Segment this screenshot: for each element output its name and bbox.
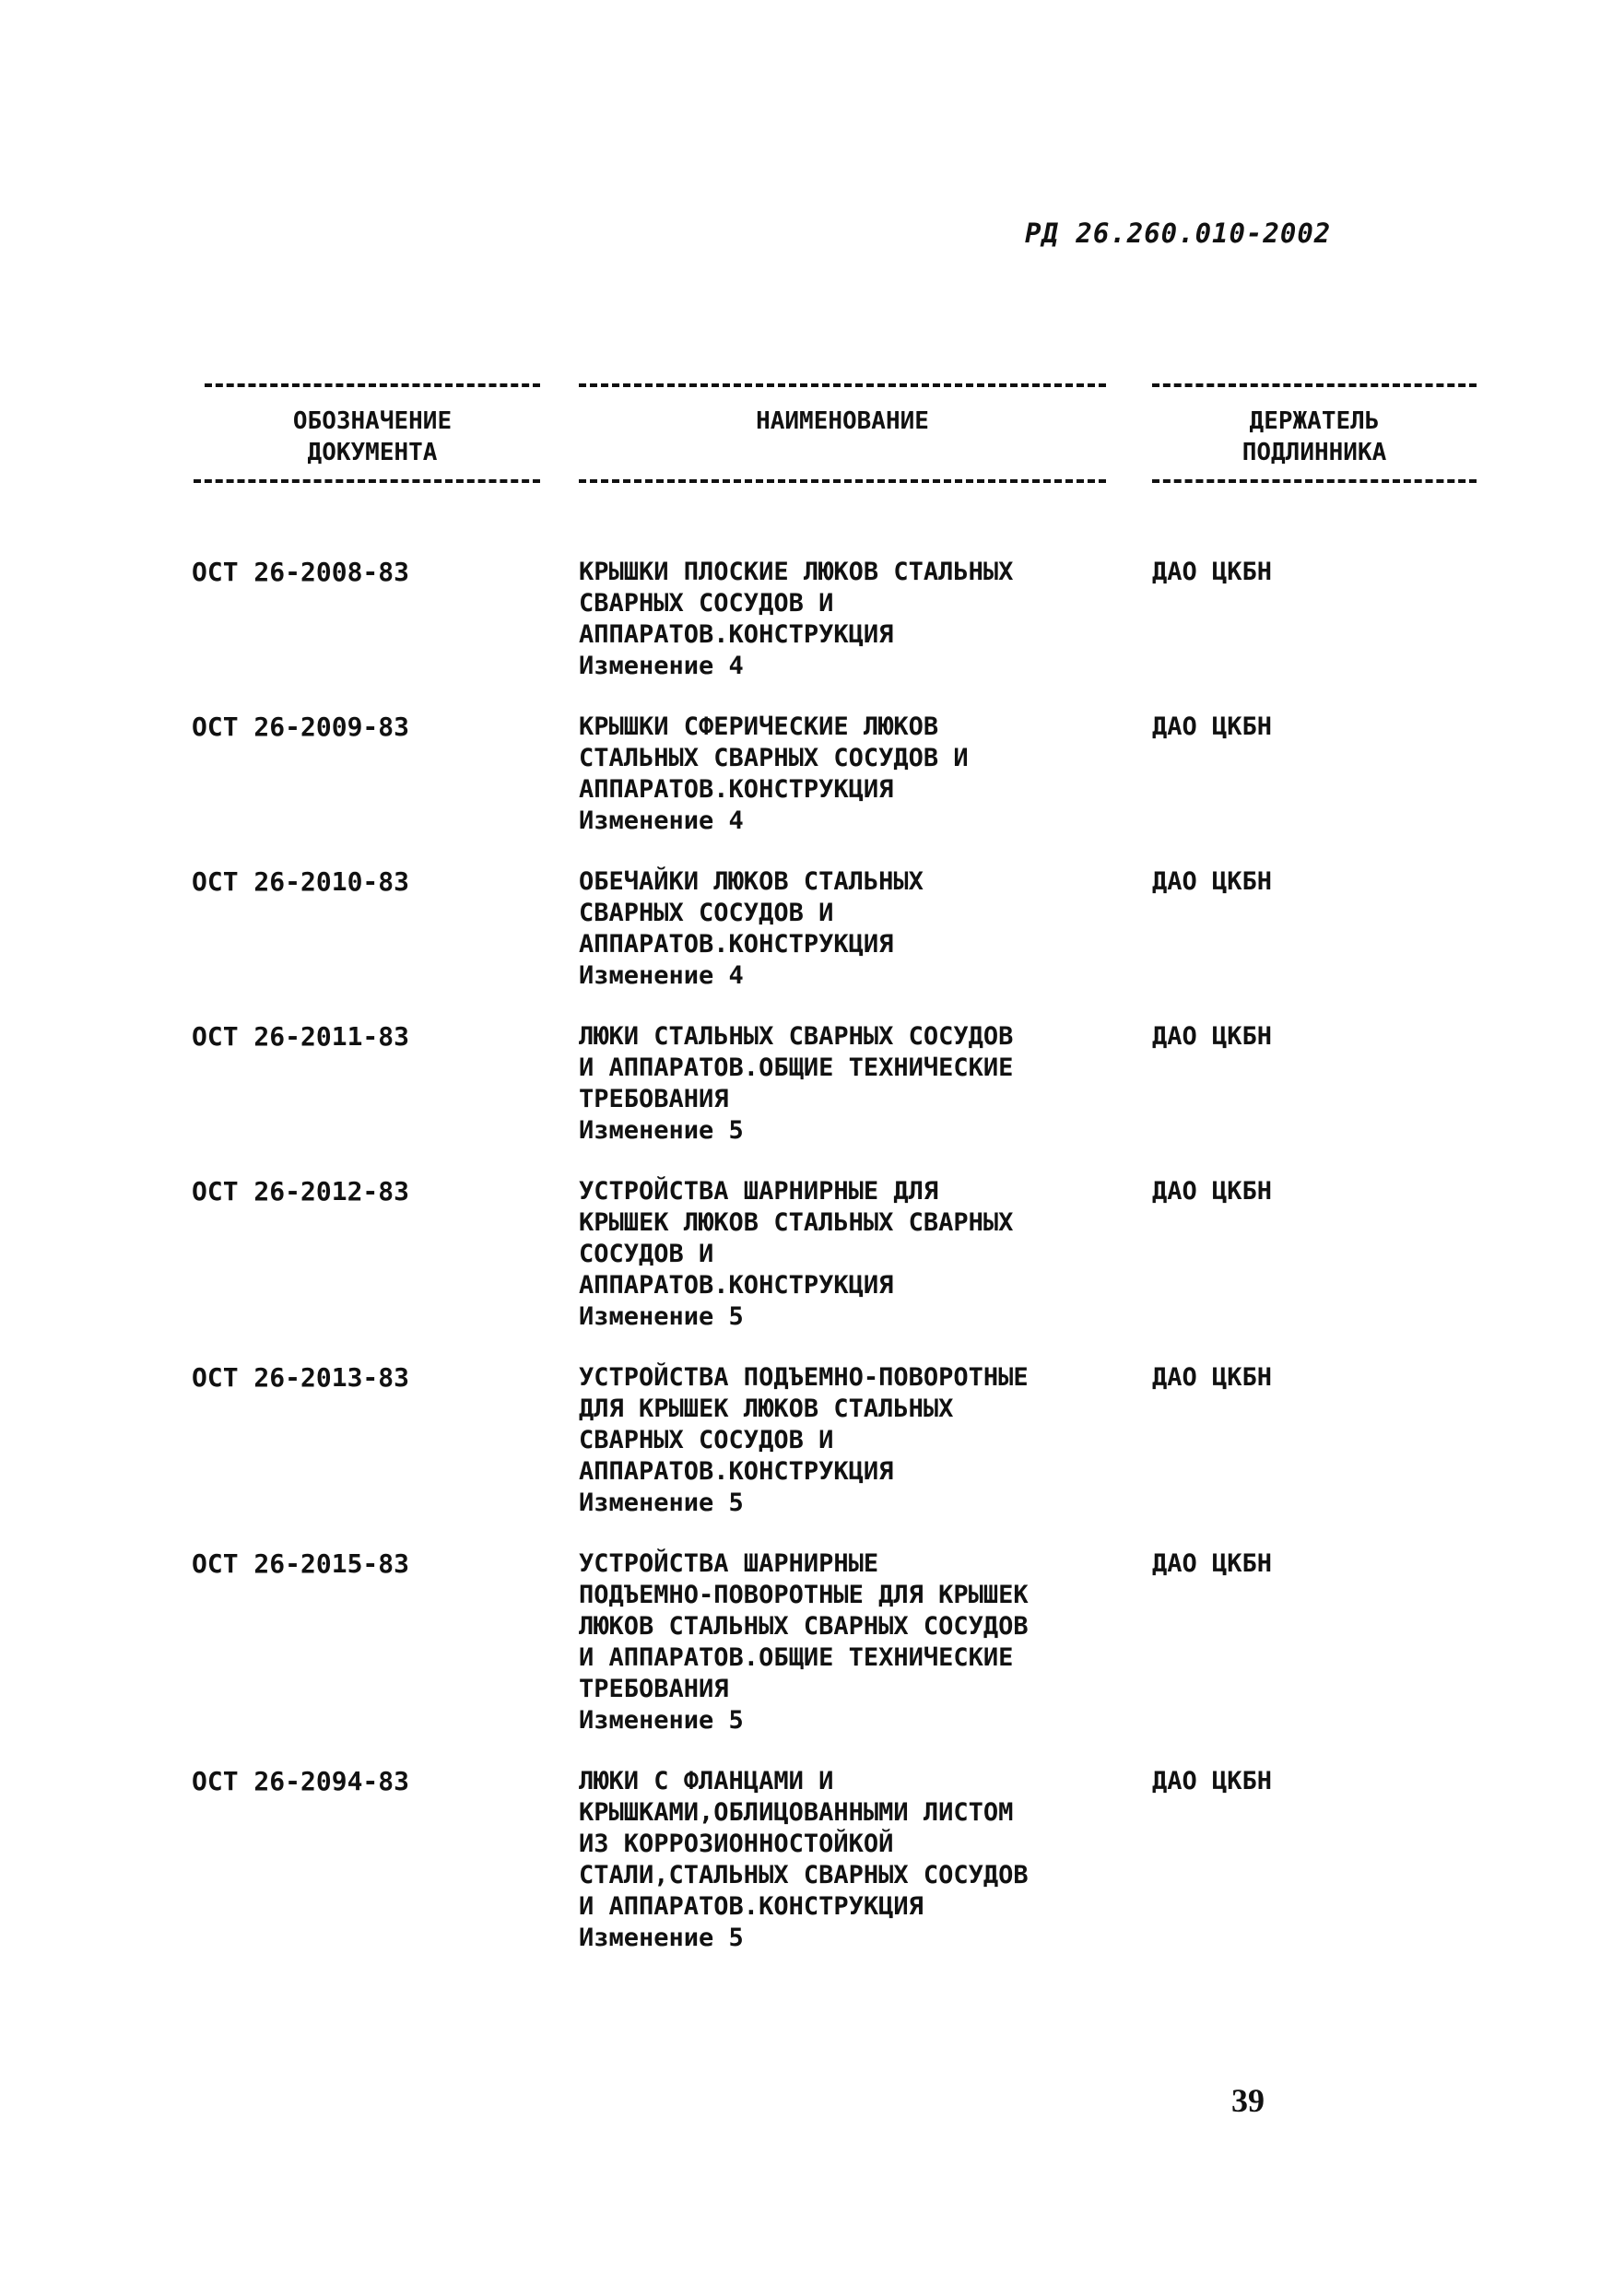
change-note: Изменение 4 xyxy=(579,652,744,680)
change-note: Изменение 5 xyxy=(579,1706,744,1735)
title-line: ДЛЯ КРЫШЕК ЛЮКОВ СТАЛЬНЫХ xyxy=(579,1395,954,1423)
original-holder: ДАО ЦКБН xyxy=(1152,867,1273,896)
title-line: ТРЕБОВАНИЯ xyxy=(579,1675,729,1703)
column-heading-name xyxy=(579,406,1106,437)
document-designation: ОСТ 26-2009-83 xyxy=(192,712,410,742)
title-line: И АППАРАТОВ.ОБЩИЕ ТЕХНИЧЕСКИЕ xyxy=(579,1053,1014,1082)
original-holder: ДАО ЦКБН xyxy=(1152,1022,1273,1051)
document-title xyxy=(579,712,1150,837)
title-line: СВАРНЫХ СОСУДОВ И xyxy=(579,899,834,927)
document-designation: ОСТ 26-2008-83 xyxy=(192,557,410,587)
title-line: ЛЮКИ С ФЛАНЦАМИ И xyxy=(579,1767,834,1795)
header-rule-bottom-col1 xyxy=(194,479,540,483)
title-line: СТАЛИ,СТАЛЬНЫХ СВАРНЫХ СОСУДОВ xyxy=(579,1861,1029,1889)
original-holder: ДАО ЦКБН xyxy=(1152,1177,1273,1206)
original-holder: ДАО ЦКБН xyxy=(1152,558,1273,586)
title-line: УСТРОЙСТВА ШАРНИРНЫЕ ДЛЯ xyxy=(579,1177,939,1206)
document-title xyxy=(579,1362,1150,1519)
title-line: АППАРАТОВ.КОНСТРУКЦИЯ xyxy=(579,620,894,649)
change-note: Изменение 4 xyxy=(579,806,744,835)
document-designation: ОСТ 26-2015-83 xyxy=(192,1548,410,1579)
header-rule-top-col3 xyxy=(1152,383,1477,387)
change-note: Изменение 5 xyxy=(579,1302,744,1331)
column-heading-line: ДОКУМЕНТА xyxy=(307,439,438,466)
column-heading-line: ОБОЗНАЧЕНИЕ xyxy=(292,407,453,435)
document-title xyxy=(579,1548,1150,1736)
title-line: АППАРАТОВ.КОНСТРУКЦИЯ xyxy=(579,1271,894,1300)
document-designation: ОСТ 26-2013-83 xyxy=(192,1362,410,1393)
title-line: ЛЮКИ СТАЛЬНЫХ СВАРНЫХ СОСУДОВ xyxy=(579,1022,1014,1051)
document-code: РД 26.260.010-2002 xyxy=(1025,218,1332,249)
header-rule-top-col1 xyxy=(205,383,540,387)
title-line: КРЫШЕК ЛЮКОВ СТАЛЬНЫХ СВАРНЫХ xyxy=(579,1208,1014,1237)
document-designation: ОСТ 26-2010-83 xyxy=(192,866,410,897)
original-holder: ДАО ЦКБН xyxy=(1152,1767,1273,1795)
page-number: 39 xyxy=(1231,2082,1265,2119)
title-line: СВАРНЫХ СОСУДОВ И xyxy=(579,1426,834,1454)
title-line: АППАРАТОВ.КОНСТРУКЦИЯ xyxy=(579,930,894,959)
document-designation: ОСТ 26-2094-83 xyxy=(192,1766,410,1796)
title-line: КРЫШКАМИ,ОБЛИЦОВАННЫМИ ЛИСТОМ xyxy=(579,1798,1014,1827)
title-line: ЛЮКОВ СТАЛЬНЫХ СВАРНЫХ СОСУДОВ xyxy=(579,1612,1029,1641)
title-line: СТАЛЬНЫХ СВАРНЫХ СОСУДОВ И xyxy=(579,744,969,772)
document-title xyxy=(579,557,1150,682)
title-line: СВАРНЫХ СОСУДОВ И xyxy=(579,589,834,618)
original-holder: ДАО ЦКБН xyxy=(1152,1363,1273,1392)
document-title xyxy=(579,1176,1150,1333)
column-heading-holder xyxy=(1152,406,1477,468)
header-rule-top-col2 xyxy=(579,383,1106,387)
title-line: ТРЕБОВАНИЯ xyxy=(579,1085,729,1113)
column-heading-line: НАИМЕНОВАНИЕ xyxy=(756,407,929,435)
change-note: Изменение 5 xyxy=(579,1924,744,1952)
original-holder: ДАО ЦКБН xyxy=(1152,712,1273,741)
title-line: И АППАРАТОВ.ОБЩИЕ ТЕХНИЧЕСКИЕ xyxy=(579,1643,1014,1672)
column-heading-line: ДЕРЖАТЕЛЬ xyxy=(1249,407,1380,435)
document-title xyxy=(579,1766,1150,1954)
title-line: И АППАРАТОВ.КОНСТРУКЦИЯ xyxy=(579,1892,924,1921)
document-title xyxy=(579,1021,1150,1147)
change-note: Изменение 4 xyxy=(579,961,744,990)
document-designation: ОСТ 26-2012-83 xyxy=(192,1176,410,1206)
title-line: УСТРОЙСТВА ШАРНИРНЫЕ xyxy=(579,1549,879,1578)
title-line: ИЗ КОРРОЗИОННОСТОЙКОЙ xyxy=(579,1830,894,1858)
header-rule-bottom-col2 xyxy=(579,479,1106,483)
column-heading-designation xyxy=(205,406,540,468)
column-heading-line: ПОДЛИННИКА xyxy=(1242,439,1387,466)
original-holder: ДАО ЦКБН xyxy=(1152,1549,1273,1578)
change-note: Изменение 5 xyxy=(579,1116,744,1145)
title-line: АППАРАТОВ.КОНСТРУКЦИЯ xyxy=(579,1457,894,1486)
title-line: КРЫШКИ ПЛОСКИЕ ЛЮКОВ СТАЛЬНЫХ xyxy=(579,558,1014,586)
document-designation: ОСТ 26-2011-83 xyxy=(192,1021,410,1052)
title-line: СОСУДОВ И xyxy=(579,1240,714,1268)
document-title xyxy=(579,866,1150,992)
title-line: АППАРАТОВ.КОНСТРУКЦИЯ xyxy=(579,775,894,804)
title-line: ПОДЪЕМНО-ПОВОРОТНЫЕ ДЛЯ КРЫШЕК xyxy=(579,1581,1029,1609)
title-line: КРЫШКИ СФЕРИЧЕСКИЕ ЛЮКОВ xyxy=(579,712,939,741)
header-rule-bottom-col3 xyxy=(1152,479,1477,483)
title-line: УСТРОЙСТВА ПОДЪЕМНО-ПОВОРОТНЫЕ xyxy=(579,1363,1029,1392)
change-note: Изменение 5 xyxy=(579,1489,744,1517)
title-line: ОБЕЧАЙКИ ЛЮКОВ СТАЛЬНЫХ xyxy=(579,867,924,896)
